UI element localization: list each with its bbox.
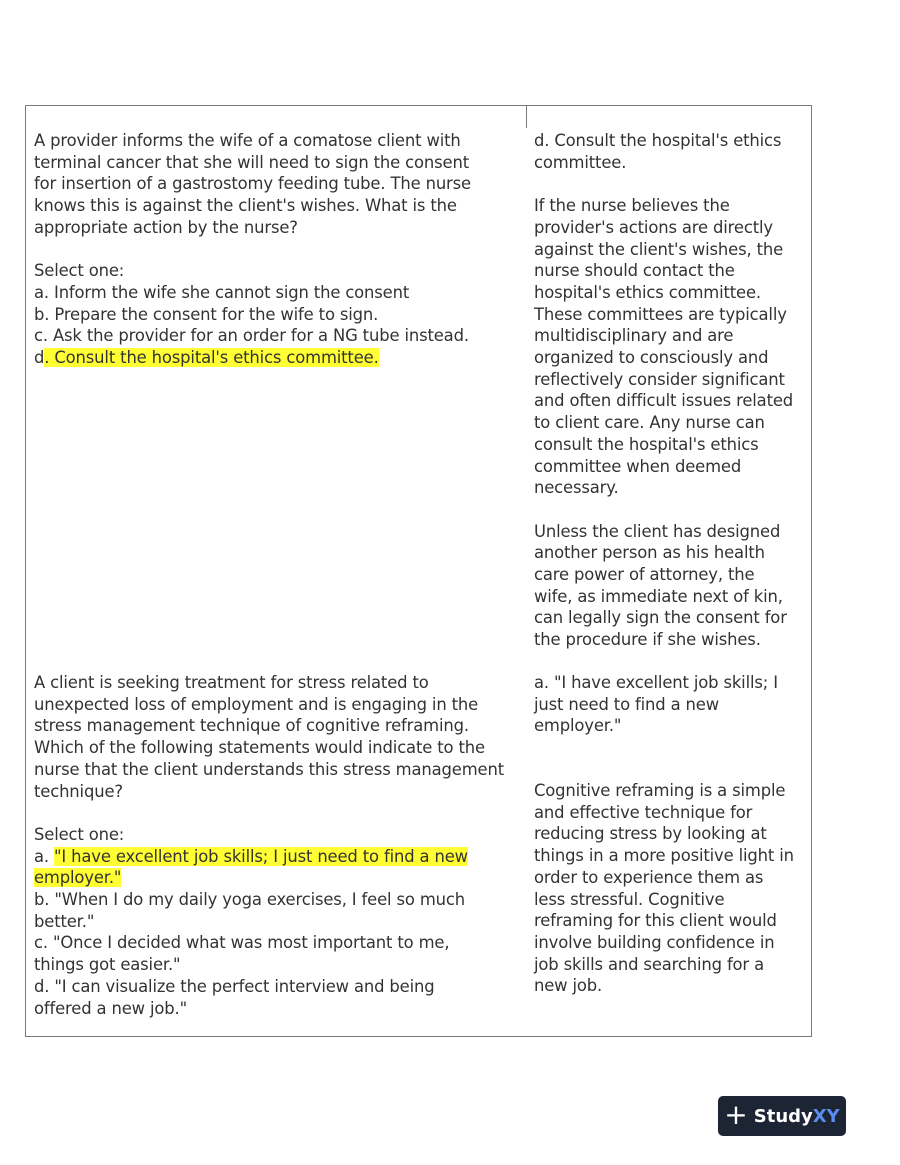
answer-line: If the nurse believes the <box>534 196 730 216</box>
answer-line: Unless the client has designed <box>534 521 781 541</box>
answer-line: reframing for this client would <box>534 911 777 931</box>
answer-line: order to experience them as <box>534 867 764 887</box>
answer-line: a. "I have excellent job skills; I <box>534 673 778 692</box>
answer-2-heading <box>534 672 778 737</box>
question-1-line: appropriate action by the nurse? <box>34 217 298 237</box>
option-d-prefix: d <box>34 348 45 368</box>
question-2-line: Which of the following statements would indicate to the <box>34 738 485 758</box>
answer-line: employer." <box>534 716 622 736</box>
question-1-line: for insertion of a gastrostomy feeding tube. The nurse <box>34 174 471 194</box>
answer-line: consult the hospital's ethics <box>534 434 759 454</box>
answer-line: d. Consult the hospital's ethics <box>534 131 782 150</box>
answer-line: new job. <box>534 976 603 996</box>
answer-line: can legally sign the consent for <box>534 608 787 628</box>
question-2-line: A client is seeking treatment for stress related to <box>34 673 429 692</box>
answer-line: Cognitive reframing is a simple <box>534 781 786 800</box>
question-1-text <box>34 130 471 369</box>
highlighted-answer: "I have excellent job skills; I just need to find a new <box>54 846 468 866</box>
logo-text: Study <box>753 1105 813 1127</box>
question-2-option-a-cont <box>34 867 504 889</box>
answer-line: reflectively consider significant <box>534 369 785 389</box>
question-2-option-c-cont: things got easier." <box>34 955 181 975</box>
question-1-line: terminal cancer that she will need to sign the consent <box>34 152 469 172</box>
answer-line: job skills and searching for a <box>534 954 764 974</box>
answer-line: nurse should contact the <box>534 261 735 281</box>
answer-line: reducing stress by looking at <box>534 824 767 844</box>
question-1-line: A provider informs the wife of a comatose client with <box>34 131 461 150</box>
highlighted-answer: . Consult the hospital's ethics committee. <box>44 348 379 368</box>
question-2-option-c: c. "Once I decided what was most important to me, <box>34 933 450 953</box>
question-2-line: nurse that the client understands this stress management <box>34 759 504 779</box>
answer-line: just need to find a new <box>534 694 719 714</box>
question-2-line: stress management technique of cognitive reframing. <box>34 716 469 736</box>
answer-line: things in a more positive light in <box>534 846 794 866</box>
question-1-option-d <box>34 347 471 369</box>
question-2-option-b-cont: better." <box>34 911 95 931</box>
answer-line: to client care. Any nurse can <box>534 413 765 433</box>
question-2-option-b: b. "When I do my daily yoga exercises, I feel so much <box>34 890 465 910</box>
plus-icon: + <box>724 1097 748 1131</box>
question-1-line: knows this is against the client's wishes. What is the <box>34 196 457 216</box>
option-a-prefix: a. <box>34 846 55 866</box>
studyxy-logo[interactable] <box>718 1096 846 1136</box>
answer-line: the procedure if she wishes. <box>534 630 761 650</box>
answer-line: multidisciplinary and are <box>534 326 734 346</box>
answer-line: necessary. <box>534 478 619 498</box>
answer-line: wife, as immediate next of kin, <box>534 586 783 606</box>
logo-text-accent: XY <box>812 1105 840 1127</box>
select-one-label: Select one: <box>34 261 125 281</box>
question-2-text <box>34 672 504 1019</box>
answer-line: and often difficult issues related <box>534 391 794 411</box>
answer-1-text <box>534 130 793 651</box>
answer-line: committee when deemed <box>534 456 742 476</box>
answer-line: against the client's wishes, the <box>534 239 784 259</box>
question-1-option-c: c. Ask the provider for an order for a NG tube instead. <box>34 326 469 346</box>
highlighted-answer: employer." <box>34 868 122 888</box>
answer-line: organized to consciously and <box>534 348 769 368</box>
answer-line: less stressful. Cognitive <box>534 889 725 909</box>
answer-2-explanation <box>534 780 794 997</box>
answer-line: and effective technique for <box>534 802 753 822</box>
question-2-option-d: d. "I can visualize the perfect interview and being <box>34 976 435 996</box>
question-1-option-b: b. Prepare the consent for the wife to sign. <box>34 304 379 324</box>
answer-line: care power of attorney, the <box>534 565 755 585</box>
select-one-label: Select one: <box>34 824 125 844</box>
question-2-option-a <box>34 846 504 868</box>
question-2-option-d-cont: offered a new job." <box>34 998 187 1018</box>
question-2-line: technique? <box>34 781 123 801</box>
answer-line: another person as his health <box>534 543 765 563</box>
question-2-line: unexpected loss of employment and is engaging in the <box>34 694 479 714</box>
answer-line: These committees are typically <box>534 304 787 324</box>
answer-line: committee. <box>534 152 627 172</box>
answer-line: hospital's ethics committee. <box>534 282 761 302</box>
answer-line: provider's actions are directly <box>534 217 773 237</box>
question-1-option-a: a. Inform the wife she cannot sign the consent <box>34 282 410 302</box>
answer-line: involve building confidence in <box>534 932 775 952</box>
column-divider <box>526 106 527 128</box>
